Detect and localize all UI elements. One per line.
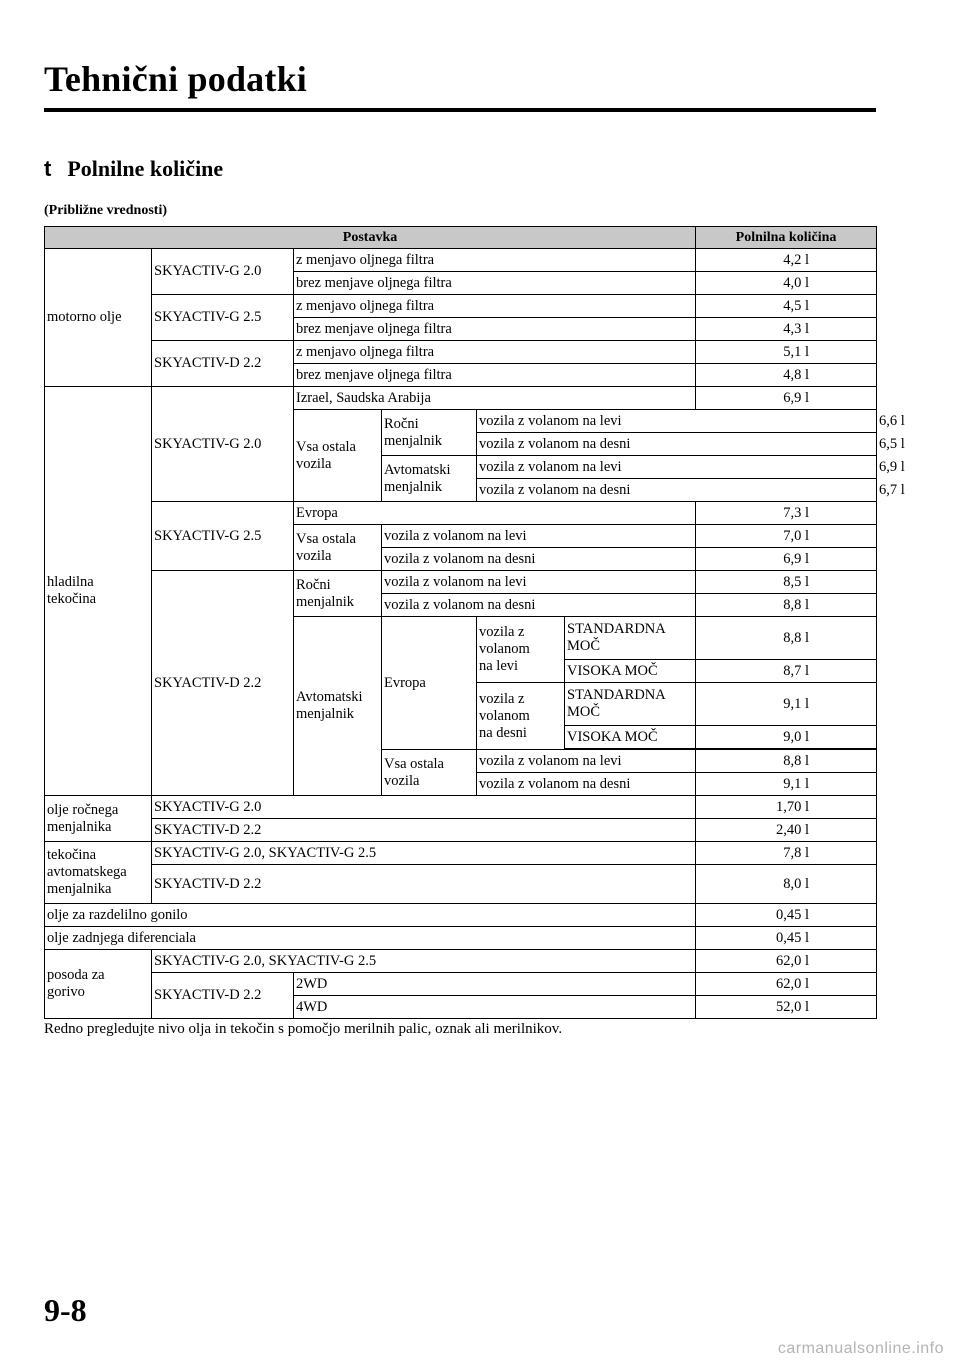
steering-label: vozila z volanom na desni [477,683,565,750]
transmission-label: Avtomatski menjalnik [294,617,382,796]
condition-label: z menjavo oljnega filtra [294,249,696,272]
capacity-value: 7,8 l [696,842,877,865]
engine-label: SKYACTIV-G 2.0 [152,387,294,502]
manual-trans-oil-label: olje ročnega menjalnika [45,796,152,842]
engine-label: SKYACTIV-G 2.0, SKYACTIV-G 2.5 [152,842,696,865]
drive-label: 2WD [294,973,696,996]
table-row [45,502,877,525]
condition-label: z menjavo oljnega filtra [294,341,696,364]
transmission-label: Avtomatski menjalnik [382,456,477,502]
engine-label: SKYACTIV-G 2.0 [152,796,696,819]
power-label: STANDARDNA MOČ [565,617,696,660]
table-row [45,387,877,410]
steering-label: vozila z volanom na levi [382,571,696,594]
capacity-value: 6,9 l [696,387,877,410]
table-row [45,950,877,973]
fuel-tank-label: posoda za gorivo [45,950,152,1019]
watermark: carmanualsonline.info [777,1340,944,1357]
condition-label: brez menjave oljnega filtra [294,272,696,295]
header-row [45,227,877,249]
capacity-value: 6,9 l [696,548,877,571]
engine-label: SKYACTIV-G 2.0 [152,249,294,295]
capacity-value: 2,40 l [696,819,877,842]
header-item: Postavka [45,227,696,249]
table-row [45,842,877,865]
capacity-value: 5,1 l [696,341,877,364]
table-row: vozila z volanom na desni 6,7 l [45,479,877,502]
steering-label: vozila z volanom na levi [477,456,877,479]
table-row [45,341,877,364]
engine-label: SKYACTIV-G 2.5 [152,502,294,571]
coolant-label: hladilna tekočina [45,387,152,796]
page-title: Tehnični podatki [44,59,307,99]
table-row: Avtomatski menjalnik vozila z volanom na levi 6,9 l [45,456,877,479]
steering-label: vozila z volanom na levi [477,750,696,773]
table-row [45,904,877,927]
capacity-value: 8,5 l [696,571,877,594]
capacity-value: 0,45 l [696,904,877,927]
steering-label: vozila z volanom na levi [477,617,565,683]
capacity-value: 7,0 l [696,525,877,548]
power-label: STANDARDNA MOČ [565,683,696,726]
footnote: Redno pregledujte nivo olja in tekočin s pomočjo merilnih palic, oznak ali merilnikov. [44,1021,563,1037]
capacity-value: 0,45 l [696,927,877,950]
engine-label: SKYACTIV-G 2.5 [152,295,294,341]
steering-label: vozila z volanom na desni [477,479,877,502]
capacity-value: 4,0 l [696,272,877,295]
table-row [45,295,877,318]
condition-label: brez menjave oljnega filtra [294,364,696,387]
motor-oil-label: motorno olje [45,249,152,387]
table-row [45,796,877,819]
table-row: vozila z volanom na desni 6,5 l [45,433,877,456]
market-label: Vsa ostala vozila [382,750,477,796]
rear-diff-oil-label: olje zadnjega diferenciala [45,927,696,950]
capacity-value: 62,0 l [696,973,877,996]
engine-label: SKYACTIV-D 2.2 [152,973,294,1019]
capacities-table [44,226,905,1019]
steering-label: vozila z volanom na levi [382,525,696,548]
steering-label: vozila z volanom na desni [382,594,696,617]
steering-label: vozila z volanom na levi [477,410,877,433]
capacity-value: 8,8 l [696,750,877,773]
engine-label: SKYACTIV-D 2.2 [152,819,696,842]
transmission-label: Ročni menjalnik [294,571,382,617]
steering-label: vozila z volanom na desni [477,773,696,796]
power-label: VISOKA MOČ [565,726,696,749]
condition-label: z menjavo oljnega filtra [294,295,696,318]
engine-label: SKYACTIV-G 2.0, SKYACTIV-G 2.5 [152,950,696,973]
capacity-value: 62,0 l [696,950,877,973]
capacity-value: 4,2 l [696,249,877,272]
capacity-value: 4,8 l [696,364,877,387]
capacity-value: 8,8 l [696,594,877,617]
condition-label: brez menjave oljnega filtra [294,318,696,341]
capacity-value: 9,1 l [696,683,877,726]
engine-label: SKYACTIV-D 2.2 [152,341,294,387]
capacity-value: 52,0 l [696,996,877,1019]
page-number: 9-8 [44,1292,87,1328]
capacity-value: 4,3 l [696,318,877,341]
transmission-label: Ročni menjalnik [382,410,477,456]
capacity-value: 9,0 l [696,726,877,749]
section-title: Polnilne količine [67,156,224,181]
drive-label: 4WD [294,996,696,1019]
engine-label: SKYACTIV-D 2.2 [152,571,294,796]
table-row [45,927,877,950]
market-label: Evropa [382,617,477,750]
market-label: Izrael, Saudska Arabija [294,387,696,410]
table-row [45,865,877,904]
power-label: VISOKA MOČ [565,660,696,683]
capacity-value: 8,7 l [696,660,877,683]
table-row [45,819,877,842]
title-rule [44,108,876,112]
market-label: Evropa [294,502,696,525]
header-capacity: Polnilna količina [696,227,877,249]
capacity-value: 4,5 l [696,295,877,318]
steering-label: vozila z volanom na desni [477,433,877,456]
capacity-value: 9,1 l [696,773,877,796]
table-row: Vsa ostala vozila Ročni menjalnik vozila z volanom na levi 6,6 l [45,410,877,433]
approx-note: (Približne vrednosti) [44,203,168,218]
capacity-value: 8,0 l [696,865,877,904]
market-label: Vsa ostala vozila [294,410,382,502]
capacity-value: 7,3 l [696,502,877,525]
transfer-oil-label: olje za razdelilno gonilo [45,904,696,927]
capacity-value: 8,8 l [696,617,877,660]
capacity-value: 1,70 l [696,796,877,819]
steering-label: vozila z volanom na desni [382,548,696,571]
engine-label: SKYACTIV-D 2.2 [152,865,696,904]
section-marker: t [44,156,52,181]
table-row [45,571,877,594]
table-row [45,973,877,996]
atf-label: tekočina avtomatskega menjalnika [45,842,152,904]
table-row [45,249,877,272]
section-heading [44,156,223,182]
market-label: Vsa ostala vozila [294,525,382,571]
